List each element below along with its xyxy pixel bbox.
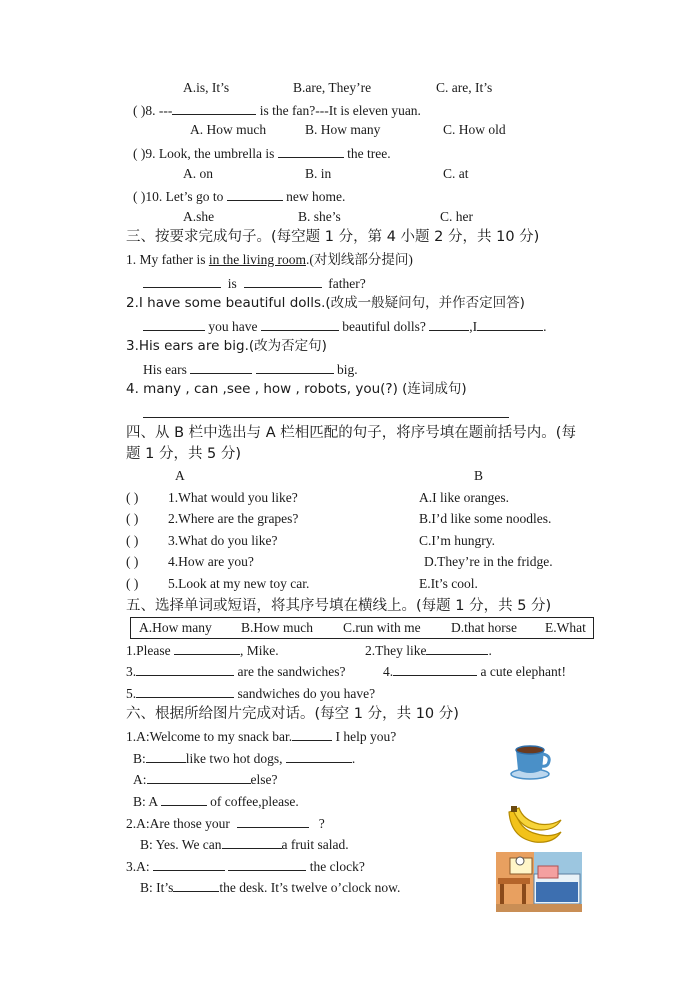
match-paren[interactable]: ( ) [126,490,139,505]
dialog-3-b: B: It’s the desk. It’s twelve o’clock now. [140,877,400,897]
column-a-heading: A [175,468,185,483]
section-5-title: 五、选择单词或短语，将其序号填在横线上。(每题 1 分，共 5 分) [126,598,552,614]
section-6-title: 六、根据所给图片完成对话。(每空 1 分，共 10 分) [126,706,459,722]
bedroom-clock-image [496,852,582,912]
word-bank-box [130,617,594,639]
answer-blank[interactable] [227,186,283,201]
q7-option-c: C. are, It’s [436,80,493,95]
answer-blank[interactable] [426,640,488,655]
section-4-title-cont: 题 1 分，共 5 分) [126,446,242,462]
sec3-q3: 3.His ears are big.(改为否定句) [126,338,327,354]
sec5-q1: 1.Please , Mike. [126,640,279,660]
dialog-2-b: B: Yes. We can a fruit salad. [140,834,349,854]
q7-option-a: A.is, It’s [183,80,230,95]
sec5-q5: 5. sandwiches do you have? [126,683,375,703]
sec3-q2-answer: you have beautiful dolls? ,I . [143,316,546,336]
answer-blank[interactable] [161,791,207,806]
word-option: E.What [545,620,586,635]
q10-option-b: B. she’s [298,209,341,224]
answer-blank[interactable] [292,726,332,741]
answer-blank[interactable] [172,100,256,115]
section-4-title: 四、从 B 栏中选出与 A 栏相匹配的句子，将序号填在题前括号内。(每 [126,425,576,441]
match-paren[interactable]: ( ) [126,511,139,526]
answer-blank[interactable] [143,316,205,331]
answer-paren[interactable]: ( ) [133,189,146,204]
answer-blank[interactable] [222,834,282,849]
q9-option-b: B. in [305,166,332,181]
answer-blank[interactable] [153,856,225,871]
match-b-item: C.I’m hungry. [419,533,495,548]
q7-option-b: B.are, They’re [293,80,372,95]
sec3-q1: 1. My father is in the living room.(对划线部分提问) [126,252,413,267]
q8-option-a: A. How much [190,122,267,137]
dialog-1-a: 1.A:Welcome to my snack bar. I help you? [126,726,396,746]
coffee-cup-icon [508,740,554,780]
match-paren[interactable]: ( ) [126,533,139,548]
match-b-item: B.I’d like some noodles. [419,511,552,526]
sec5-q2: 2.They like . [365,640,492,660]
answer-blank[interactable] [477,316,543,331]
word-option: A.How many [139,620,212,635]
q10-question: ( )10. Let’s go to new home. [133,186,345,206]
match-a-item: 1.What would you like? [168,490,298,505]
section-3-title: 三、按要求完成句子。(每空题 1 分，第 4 小题 2 分，共 10 分) [126,229,540,245]
word-option: D.that horse [451,620,517,635]
dialog-3-a: 3.A: the clock? [126,856,365,876]
sec5-q4: 4. a cute elephant! [383,661,566,681]
sec3-q2: 2.I have some beautiful dolls.(改成一般疑问句，并作否定回答) [126,295,525,311]
q8-option-c: C. How old [443,122,506,137]
q10-option-a: A.she [183,209,215,224]
answer-blank[interactable] [136,683,234,698]
dialog-1-d: B: A of coffee,please. [133,791,299,811]
match-b-item: E.It’s cool. [419,576,478,591]
answer-blank[interactable] [429,316,469,331]
sec3-q3-answer: His ears big. [143,359,358,379]
match-a-item: 2.Where are the grapes? [168,511,299,526]
answer-blank[interactable] [256,359,334,374]
q9-option-c: C. at [443,166,469,181]
answer-blank[interactable] [278,143,344,158]
dialog-2-a: 2.A:Are those your ? [126,813,325,833]
answer-blank[interactable] [228,856,306,871]
word-option: B.How much [241,620,313,635]
word-option: C.run with me [343,620,421,635]
dialog-1-b: B: like two hot dogs, . [133,748,355,768]
answer-blank[interactable] [261,316,339,331]
answer-blank[interactable] [393,661,477,676]
answer-blank[interactable] [174,640,240,655]
answer-blank[interactable] [190,359,252,374]
column-b-heading: B [474,468,484,483]
q10-option-c: C. her [440,209,473,224]
answer-blank[interactable] [136,661,234,676]
q8-option-b: B. How many [305,122,381,137]
sec3-q4: 4. many , can ,see , how , robots, you(?) (连词成句) [126,381,467,397]
answer-blank[interactable] [146,748,186,763]
answer-paren[interactable]: ( ) [133,103,146,118]
match-a-item: 4.How are you? [168,554,254,569]
match-a-item: 3.What do you like? [168,533,278,548]
match-b-item: A.I like oranges. [419,490,509,505]
answer-blank[interactable] [244,273,322,288]
answer-blank[interactable] [147,769,251,784]
bananas-icon [505,804,565,848]
q9-option-a: A. on [183,166,213,181]
match-b-item: D.They’re in the fridge. [424,554,553,569]
answer-blank[interactable] [237,813,309,828]
sec3-q1-answer: is father? [143,273,366,293]
answer-line[interactable] [143,417,509,418]
q8-question: ( )8. --- is the fan?---It is eleven yuan. [133,100,421,120]
match-paren[interactable]: ( ) [126,554,139,569]
answer-paren[interactable]: ( ) [133,146,146,161]
answer-blank[interactable] [173,877,219,892]
dialog-1-c: A: else? [133,769,277,789]
answer-blank[interactable] [286,748,352,763]
sec5-q3: 3. are the sandwiches? [126,661,345,681]
match-paren[interactable]: ( ) [126,576,139,591]
q9-question: ( )9. Look, the umbrella is the tree. [133,143,391,163]
match-a-item: 5.Look at my new toy car. [168,576,310,591]
answer-blank[interactable] [143,273,221,288]
